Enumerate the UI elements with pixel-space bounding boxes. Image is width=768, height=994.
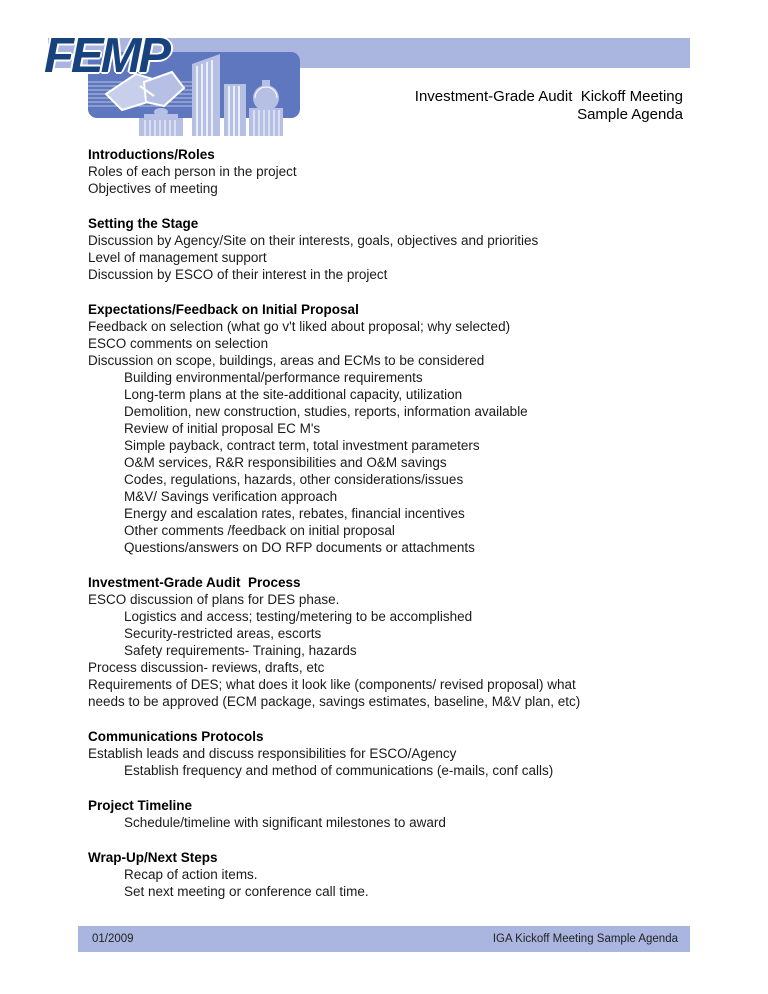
agenda-line: Schedule/timeline with significant milestones to award	[124, 815, 446, 830]
section-heading: Communications Protocols	[88, 729, 264, 744]
agenda-line: Other comments /feedback on initial proposal	[124, 523, 395, 538]
agenda-line: Establish leads and discuss responsibilities for ESCO/Agency	[88, 746, 457, 761]
agenda-section	[88, 574, 728, 710]
skyscraper-icon	[192, 54, 220, 136]
section-heading: Project Timeline	[88, 798, 193, 813]
agenda-line: Objectives of meeting	[88, 181, 218, 196]
agenda-line: Security-restricted areas, escorts	[124, 626, 322, 641]
document-title-line1: Investment-Grade Audit Kickoff Meeting	[414, 88, 683, 105]
femp-logo	[44, 29, 304, 144]
section-heading: Wrap-Up/Next Steps	[88, 850, 218, 865]
agenda-line: Demolition, new construction, studies, reports, information available	[124, 404, 528, 419]
agenda-line: Recap of action items.	[124, 867, 258, 882]
agenda-section	[88, 146, 728, 197]
agenda-section	[88, 301, 728, 556]
agenda-line: Set next meeting or conference call time.	[124, 884, 369, 899]
document-title	[415, 88, 683, 124]
agenda-line: Questions/answers on DO RFP documents or attachments	[124, 540, 475, 555]
agenda-line: Building environmental/performance requirements	[124, 370, 423, 385]
agenda-line: Logistics and access; testing/metering to be accomplished	[124, 609, 473, 624]
agenda-section	[88, 215, 728, 283]
agenda-line: ESCO discussion of plans for DES phase.	[88, 592, 340, 607]
agenda-line: Establish frequency and method of communications (e-mails, conf calls)	[124, 763, 554, 778]
agenda-line: Level of management support	[88, 250, 267, 265]
building-icon	[224, 84, 246, 136]
footer-label: IGA Kickoff Meeting Sample Agenda	[492, 933, 678, 945]
page-header	[0, 0, 768, 146]
agenda-line: O&M services, R&R responsibilities and O&M savings	[124, 455, 447, 470]
agenda-line: Roles of each person in the project	[88, 164, 297, 179]
footer-bar	[78, 926, 690, 952]
agenda-line: Long-term plans at the site-additional capacity, utilization	[124, 387, 463, 402]
agenda-line: Simple payback, contract term, total investment parameters	[124, 438, 480, 453]
footer-date: 01/2009	[92, 933, 134, 945]
agenda-line: Codes, regulations, hazards, other considerations/issues	[124, 472, 464, 487]
agenda-line: Process discussion- reviews, drafts, etc	[88, 660, 325, 675]
agenda-line: Discussion by Agency/Site on their interests, goals, objectives and priorities	[88, 233, 539, 248]
agenda-line: needs to be approved (ECM package, savings estimates, baseline, M&V plan, etc)	[88, 694, 581, 709]
agenda-line: Requirements of DES; what does it look like (components/ revised proposal) what	[88, 677, 576, 692]
document-title-line2: Sample Agenda	[577, 106, 683, 123]
section-heading: Introductions/Roles	[88, 147, 215, 162]
section-heading: Investment-Grade Audit Process	[88, 575, 301, 590]
section-heading: Setting the Stage	[88, 216, 199, 231]
agenda-line: Discussion on scope, buildings, areas and ECMs to be considered	[88, 353, 485, 368]
agenda-line: Energy and escalation rates, rebates, financial incentives	[124, 506, 465, 521]
agenda-line: ESCO comments on selection	[88, 336, 269, 351]
agenda-line: M&V/ Savings verification approach	[124, 489, 338, 504]
agenda-section	[88, 849, 728, 900]
agenda-line: Feedback on selection (what go v't liked about proposal; why selected)	[88, 319, 511, 334]
agenda-section	[88, 728, 728, 779]
agenda-line: Safety requirements- Training, hazards	[124, 643, 357, 658]
section-heading: Expectations/Feedback on Initial Proposal	[88, 302, 359, 317]
agenda-section	[88, 797, 728, 831]
agenda-body	[88, 146, 728, 918]
agenda-line: Discussion by ESCO of their interest in the project	[88, 267, 388, 282]
agenda-line: Review of initial proposal EC M's	[124, 421, 321, 436]
femp-logo-text: FEMP	[44, 29, 169, 83]
